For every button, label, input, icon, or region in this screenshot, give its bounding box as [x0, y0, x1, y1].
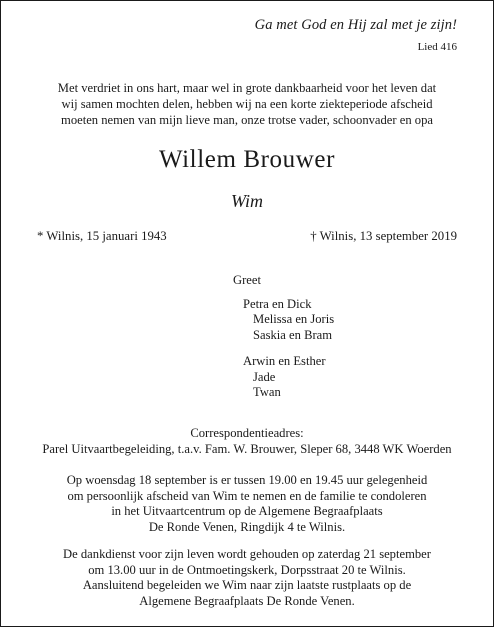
spouse-name: Greet [233, 273, 261, 287]
child-couple: Arwin en Esther [243, 354, 326, 368]
farewell-line: Op woensdag 18 september is er tussen 19.00 en 19.45 uur gelegenheid [66, 473, 428, 487]
intro-line: wij samen mochten delen, hebben wij na een korte ziekteperiode afscheid [61, 97, 433, 111]
deceased-name: Willem Brouwer [158, 146, 336, 173]
intro-text [1, 80, 493, 128]
death-date: † Wilnis, 13 september 2019 [310, 229, 457, 243]
service-line: om 13.00 uur in de Ontmoetingskerk, Dorpsstraat 20 te Wilnis. [88, 562, 406, 577]
intro-line: moeten nemen van mijn lieve man, onze trotse vader, schoonvader en opa [61, 113, 433, 127]
service-line: De dankdienst voor zijn leven wordt gehouden op zaterdag 21 september [63, 547, 431, 561]
farewell-block [1, 473, 493, 535]
motto-quote: Ga met God en Hij zal met je zijn! [254, 17, 457, 33]
child-couple: Petra en Dick [243, 297, 312, 311]
grandchild-couple: Melissa en Joris [253, 312, 335, 326]
farewell-line: in het Uitvaartcentrum op de Algemene Begraafplaats [111, 504, 383, 519]
grandchild-couple: Saskia en Bram [253, 328, 333, 342]
correspondence-address: Parel Uitvaartbegeleiding, t.a.v. Fam. W. Brouwer, Sleper 68, 3448 WK Woerden [42, 441, 452, 456]
farewell-line: De Ronde Venen, Ringdijk 4 te Wilnis. [148, 519, 346, 534]
service-line: Algemene Begraafplaats De Ronde Venen. [139, 593, 355, 608]
grandchild-name: Twan [253, 385, 281, 399]
correspondence-block [1, 426, 493, 457]
birth-date: * Wilnis, 15 januari 1943 [37, 229, 167, 243]
intro-line: Met verdriet in ons hart, maar wel in grote dankbaarheid voor het leven dat [57, 81, 437, 95]
deceased-nickname: Wim [230, 191, 263, 211]
farewell-line: om persoonlijk afscheid van Wim te nemen en de familie te condoleren [67, 488, 427, 503]
grandchild-name: Jade [253, 370, 276, 384]
correspondence-label: Correspondentieadres: [190, 426, 304, 440]
motto-reference: Lied 416 [417, 41, 457, 53]
service-block [1, 547, 493, 609]
service-line: Aansluitend begeleiden we Wim naar zijn laatste rustplaats op de [82, 578, 412, 593]
